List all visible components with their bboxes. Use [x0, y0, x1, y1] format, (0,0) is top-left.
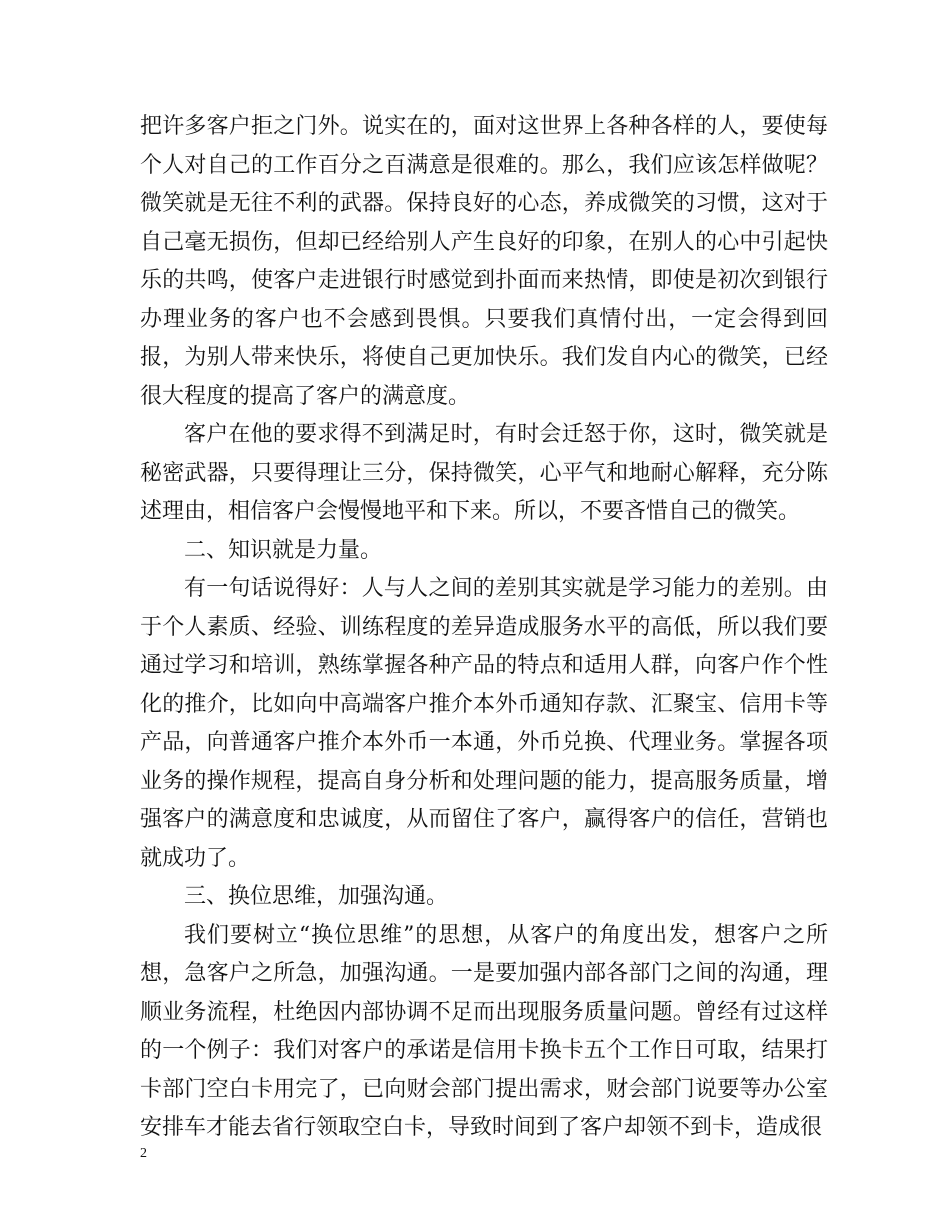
document-body — [140, 108, 828, 1148]
section-heading-3: 三、换位思维，加强沟通。 — [184, 884, 449, 909]
paragraph-2: 客户在他的要求得不到满足时，有时会迁怒于你，这时，微笑就是秘密武器，只要得理让三分，保持微笑，心平气和地耐心解释，充分陈述理由，相信客户会慢慢地平和下来。所以，不要吝惜自己的微笑。 — [140, 422, 828, 524]
paragraph-1: 把许多客户拒之门外。说实在的，面对这世界上各种各样的人，要使每个人对自己的工作百分之百满意是很难的。那么，我们应该怎样做呢？微笑就是无往不利的武器。保持良好的心态，养成微笑的习惯，这对于自己毫无损伤，但却已经给别人产生良好的印象，在别人的心中引起快乐的共鸣，使客户走进银行时感觉到扑面而来热情，即使是初次到银行办理业务的客户也不会感到畏惧。只要我们真情付出，一定会得到回报，为别人带来快乐，将使自己更加快乐。我们发自内心的微笑，已经很大程度的提高了客户的满意度。 — [140, 114, 828, 409]
paragraph-4: 我们要树立“换位思维”的思想，从客户的角度出发，想客户之所想，急客户之所急，加强沟通。一是要加强内部各部门之间的沟通，理顺业务流程，杜绝因内部协调不足而出现服务质量问题。曾经有过这样的一个例子：我们对客户的承诺是信用卡换卡五个工作日可取，结果打卡部门空白卡用完了，已向财会部门提出需求，财会部门说要等办公室安排车才能去省行领取空白卡，导致时间到了客户却领不到卡，造成很 — [140, 922, 828, 1140]
paragraph-3: 有一句话说得好：人与人之间的差别其实就是学习能力的差别。由于个人素质、经验、训练程度的差异造成服务水平的高低，所以我们要通过学习和培训，熟练掌握各种产品的特点和适用人群，向客户作个性化的推介，比如向中高端客户推介本外币通知存款、汇聚宝、信用卡等产品，向普通客户推介本外币一本通，外币兑换、代理业务。掌握各项业务的操作规程，提高自身分析和处理问题的能力，提高服务质量，增强客户的满意度和忠诚度，从而留住了客户，赢得客户的信任，营销也就成功了。 — [140, 576, 828, 871]
section-heading-2: 二、知识就是力量。 — [184, 537, 383, 563]
page-number: 2 — [140, 1146, 147, 1161]
